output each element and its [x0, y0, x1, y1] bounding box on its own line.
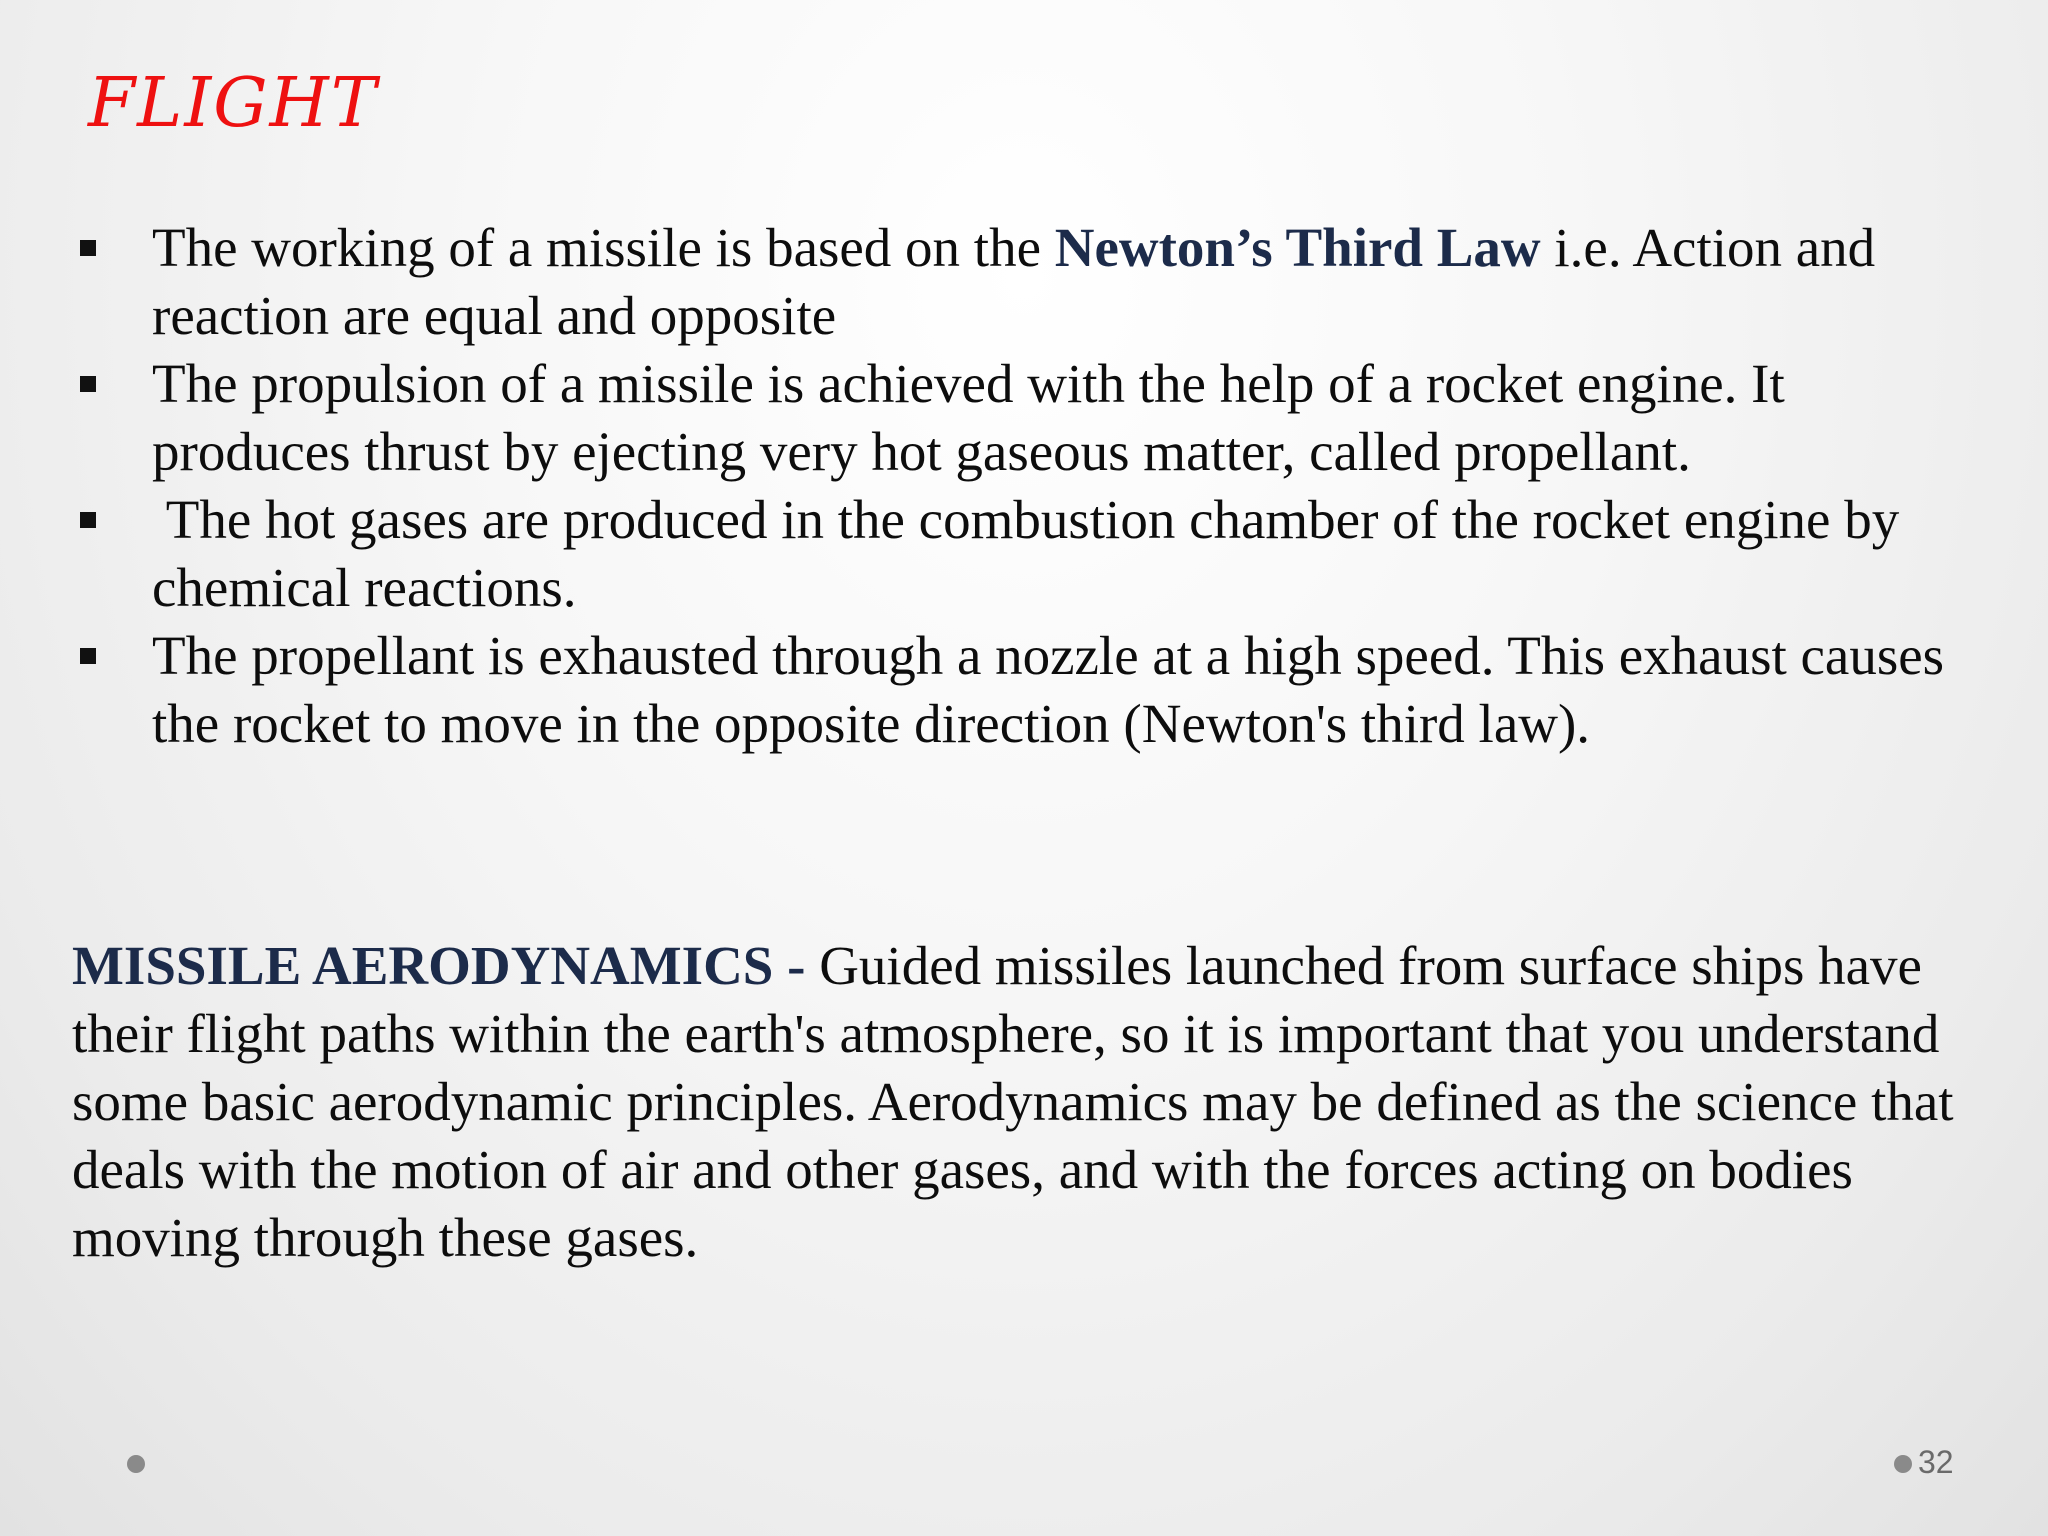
aerodynamics-paragraph — [72, 932, 1982, 1272]
square-bullet-icon — [80, 376, 96, 392]
paragraph-body: Guided missiles launched from surface ships have their flight paths within the earth's atmosphere, so it is important that you understand some basic aerodynamic principles. Aerodynamics may be defined as the science that deals with the motion of air and other gases, and with the forces acting on bodies moving through these gases. — [72, 935, 1954, 1268]
slide-title: FLIGHT — [88, 64, 379, 143]
bullet-item — [76, 622, 1986, 758]
bullet-item — [76, 486, 1986, 622]
bullet-text: The propellant is exhausted through a nozzle at a high speed. This exhaust causes the rocket to move in the opposite direction (Newton's third law). — [152, 625, 1945, 754]
bullet-text: The propulsion of a missile is achieved with the help of a rocket engine. It produces thrust by ejecting very hot gaseous matter, called propellant. — [152, 353, 1785, 482]
paragraph-heading: MISSILE AERODYNAMICS - — [72, 935, 820, 996]
bullet-text-start: The working of a missile is based on the — [152, 217, 1055, 278]
square-bullet-icon — [80, 648, 96, 664]
footer-dot-right-icon — [1894, 1455, 1912, 1473]
bullet-item — [76, 214, 1986, 350]
bullet-emphasis: Newton’s Third Law — [1054, 217, 1541, 278]
square-bullet-icon — [80, 512, 96, 528]
bullet-text: The hot gases are produced in the combustion chamber of the rocket engine by chemical reactions. — [152, 489, 1913, 618]
page-number: 32 — [1918, 1444, 1954, 1480]
bullet-text-end: i.e. Action and reaction are equal and opposite — [152, 217, 1876, 346]
square-bullet-icon — [80, 240, 96, 256]
bullet-list — [76, 214, 1986, 758]
footer-dot-left-icon — [127, 1455, 145, 1473]
bullet-item — [76, 350, 1986, 486]
